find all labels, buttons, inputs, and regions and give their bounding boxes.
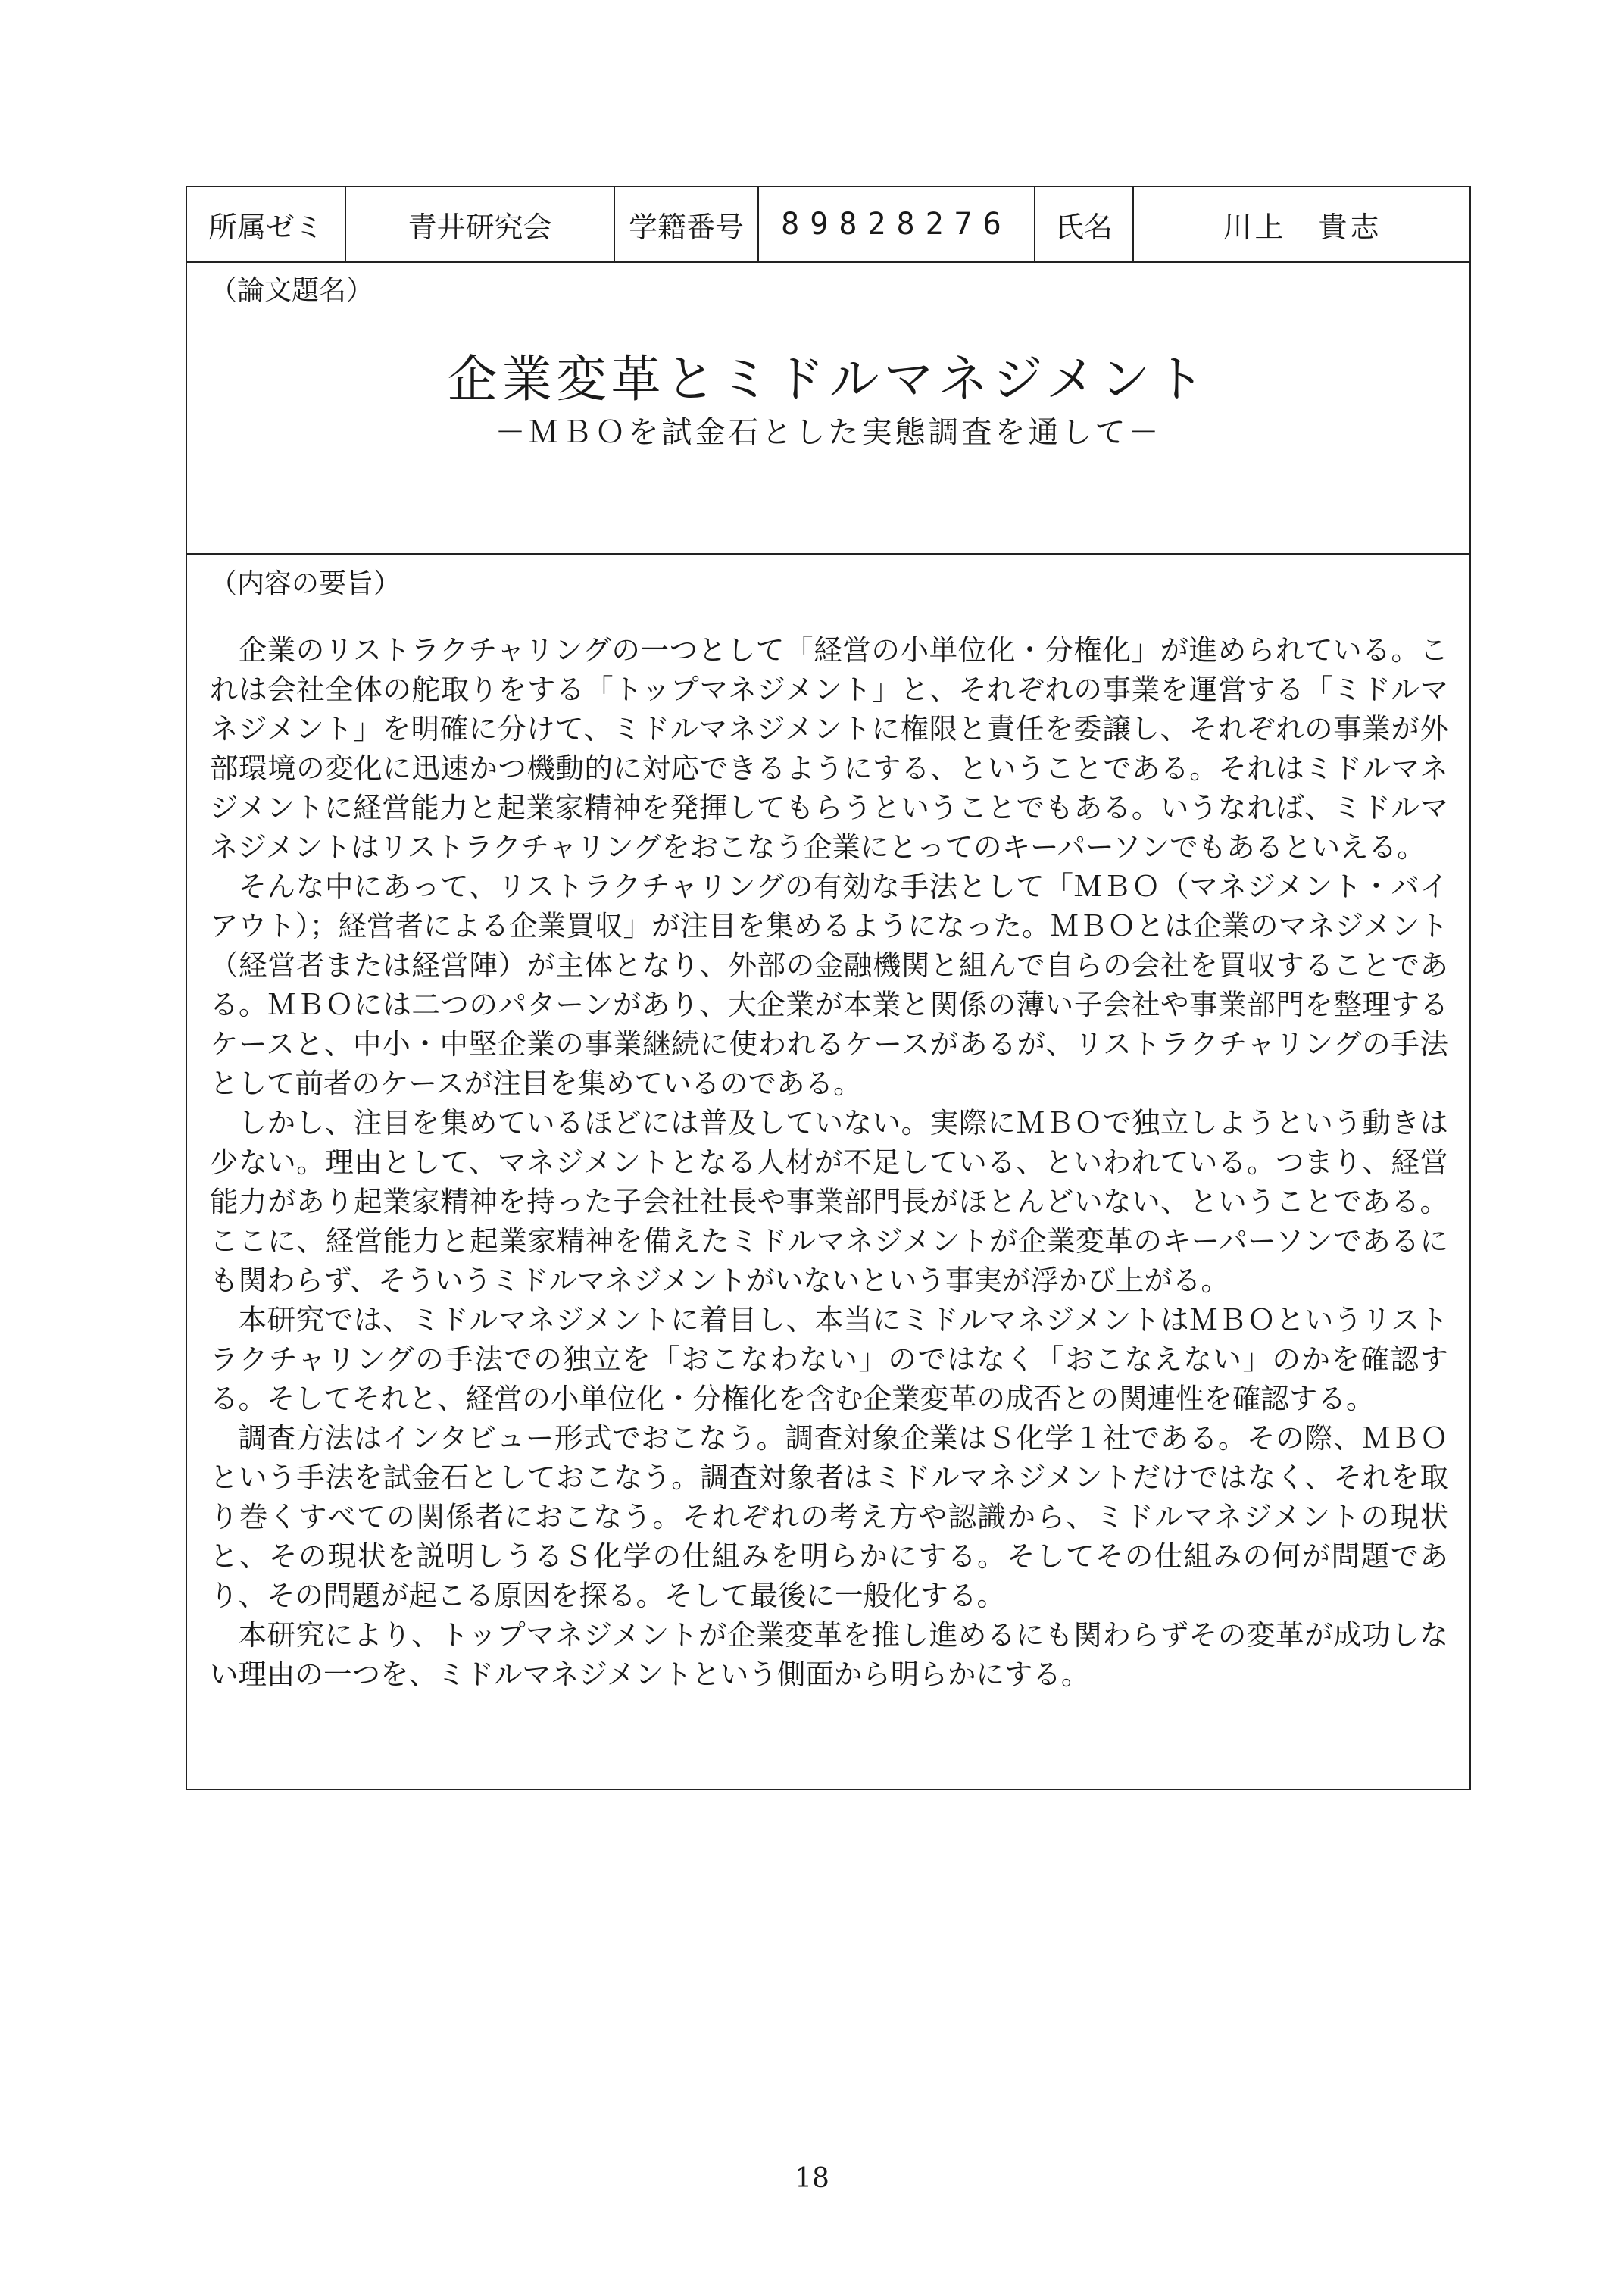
thesis-subtitle: －ＭＢＯを試金石とした実態調査を通して－ xyxy=(495,415,1162,450)
summary-text xyxy=(210,630,1448,1694)
student-id-value: 89828276 xyxy=(759,187,1035,261)
thesis-title: 企業変革とミドルマネジメント xyxy=(447,350,1210,408)
summary-label: （内容の要旨） xyxy=(210,568,401,599)
thesis-title-section xyxy=(187,263,1469,555)
summary-paragraph: 企業のリストラクチャリングの一つとして「経営の小単位化・分権化」が進められている。これは会社全体の舵取りをする「トップマネジメント」と、それぞれの事業を運営する「ミドルマネジメント」を明確に分けて、ミドルマネジメントに権限と責任を委譲し、それぞれの事業が外部環境の変化に迅速かつ機動的に対応できるようにする、ということである。それはミドルマネジメントに経営能力と起業家精神を発揮してもらうということでもある。いうなれば、ミドルマネジメントはリストラクチャリングをおこなう企業にとってのキーパーソンでもあるといえる。 xyxy=(210,633,1448,864)
summary-section xyxy=(187,555,1469,1789)
name-label: 氏名 xyxy=(1035,187,1134,261)
name-value: 川上 貴志 xyxy=(1223,210,1382,244)
summary-paragraph: 調査方法はインタビュー形式でおこなう。調査対象企業はＳ化学１社である。その際、ＭＢＯという手法を試金石としておこなう。調査対象者はミドルマネジメントだけではなく、それを取り巻くすべての関係者におこなう。それぞれの考え方や認識から、ミドルマネジメントの現状と、その現状を説明しうるＳ化学の仕組みを明らかにする。そしてその仕組みの何が問題であり、その問題が起こる原因を探る。そして最後に一般化する。 xyxy=(210,1421,1448,1612)
header-row xyxy=(187,187,1469,263)
seminar-label: 所属ゼミ xyxy=(187,187,346,261)
summary-paragraph: 本研究では、ミドルマネジメントに着目し、本当にミドルマネジメントはＭＢＯというリストラクチャリングの手法での独立を「おこなわない」のではなく「おこなえない」のかを確認する。そしてそれと、経営の小単位化・分権化を含む企業変革の成否との関連性を確認する。 xyxy=(210,1303,1448,1415)
summary-paragraph: そんな中にあって、リストラクチャリングの有効な手法として「ＭＢＯ（マネジメント・バイアウト）；経営者による企業買収」が注目を集めるようになった。ＭＢＯとは企業のマネジメント（経営者または経営陣）が主体となり、外部の金融機関と組んで自らの会社を買収することである。ＭＢＯには二つのパターンがあり、大企業が本業と関係の薄い子会社や事業部門を整理するケースと、中小・中堅企業の事業継続に使われるケースがあるが、リストラクチャリングの手法として前者のケースが注目を集めているのである。 xyxy=(210,870,1448,1100)
student-id-label: 学籍番号 xyxy=(615,187,759,261)
summary-paragraph: しかし、注目を集めているほどには普及していない。実際にＭＢＯで独立しようという動きは少ない。理由として、マネジメントとなる人材が不足している、といわれている。つまり、経営能力があり起業家精神を持った子会社社長や事業部門長がほとんどいない、ということである。ここに、経営能力と起業家精神を備えたミドルマネジメントが企業変革のキーパーソンであるにも関わらず、そういうミドルマネジメントがいないという事実が浮かび上がる。 xyxy=(210,1106,1448,1297)
abstract-form xyxy=(186,186,1471,1790)
summary-paragraph: 本研究により、トップマネジメントが企業変革を推し進めるにも関わらずその変革が成功しない理由の一つを、ミドルマネジメントという側面から明らかにする。 xyxy=(210,1618,1448,1691)
page-number: 18 xyxy=(795,2163,829,2194)
thesis-title-label: （論文題名） xyxy=(210,275,374,306)
seminar-value: 青井研究会 xyxy=(346,187,615,261)
